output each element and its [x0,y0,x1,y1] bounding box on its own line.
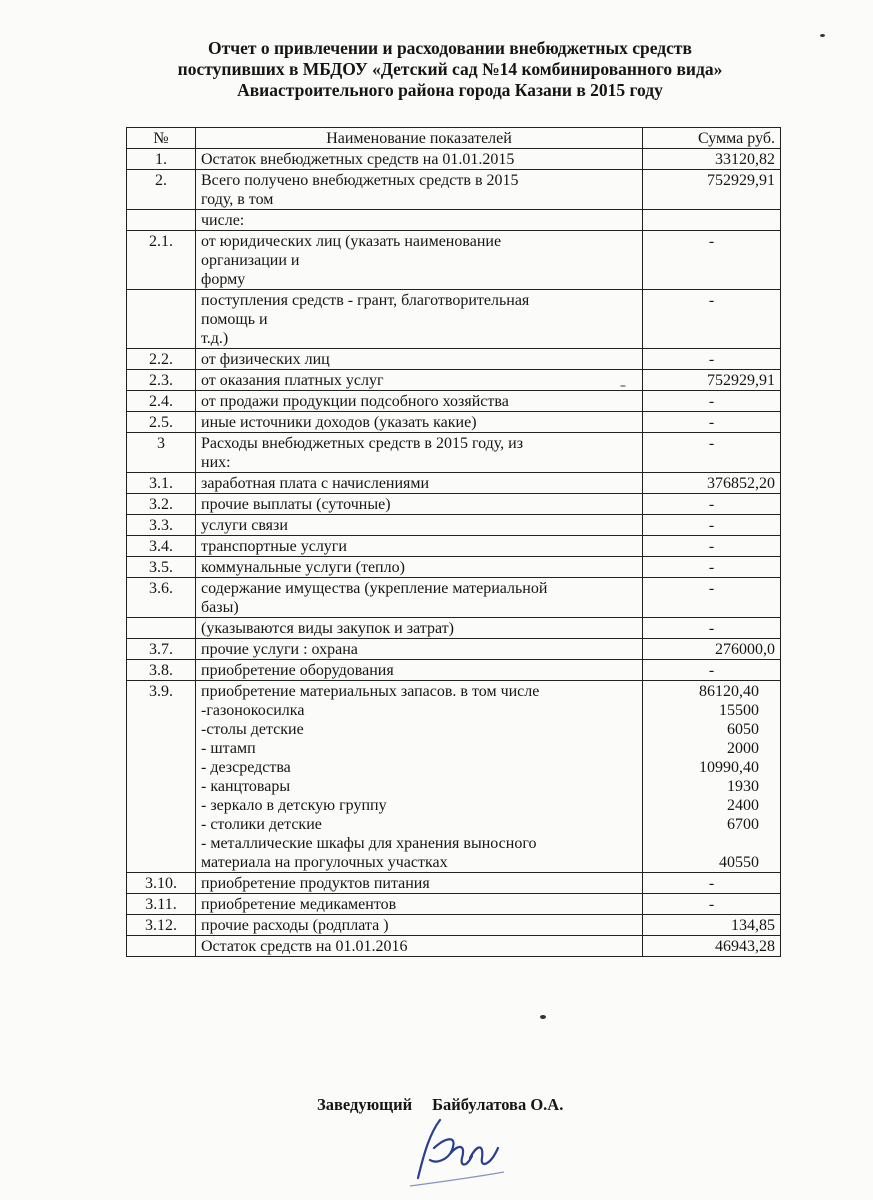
row-num: 3.7. [127,639,196,660]
row-num: 1. [127,149,196,170]
handwritten-signature [400,1108,510,1193]
table-header-row [127,128,781,149]
row-name: услуги связи [196,515,643,536]
row-name: от физических лиц [196,349,643,370]
row-name-line: - канцтовары [201,778,291,795]
table-row [127,433,781,473]
row-num [127,210,196,231]
row-sum: 752929,91 [643,170,781,210]
row-sum: - [643,660,781,681]
row-name: от оказания платных услуг [196,370,643,391]
table-row [127,170,781,210]
row-sum: - [643,873,781,894]
row-name: Остаток средств на 01.01.2016 [196,936,643,957]
table-row [127,618,781,639]
scan-speck [820,34,825,37]
row-sum: - [643,578,781,618]
row-value-line: 2400 [727,797,759,814]
row-sum: - [643,894,781,915]
row-sum [643,210,781,231]
row-name-line: Всего получено внебюджетных средств в 2015 [201,172,519,189]
row-value-line: 86120,40 [699,683,759,700]
row-name-line: материала на прогулочных участках [201,854,448,871]
row-num: 3 [127,433,196,473]
table-row [127,915,781,936]
table-row [127,349,781,370]
table-row [127,412,781,433]
table-row [127,660,781,681]
row-value-line: 6700 [727,816,759,833]
row-name-line: них: [201,454,231,471]
row-sum: 376852,20 [643,473,781,494]
row-name-line: - металлические шкафы для хранения выносного [201,835,537,852]
row-num: 3.11. [127,894,196,915]
row-name: прочие расходы (родплата ) [196,915,643,936]
header-num: № [127,128,196,149]
row-sum: - [643,515,781,536]
row-name: прочие услуги : охрана [196,639,643,660]
row-num: 2.2. [127,349,196,370]
row-sum: 33120,82 [643,149,781,170]
row-value-line: 1930 [727,778,759,795]
row-name: Остаток внебюджетных средств на 01.01.2015 [196,149,643,170]
row-name [196,433,643,473]
row-num [127,290,196,349]
row-name-line: Расходы внебюджетных средств в 2015 году, из [201,435,524,452]
table-row [127,873,781,894]
table-row [127,391,781,412]
row-value-line: 10990,40 [699,759,759,776]
row-name-line: помощь и [201,311,268,328]
table-row [127,681,781,873]
row-value-line: 40550 [719,854,759,871]
row-sum: - [643,412,781,433]
title-line-2: поступивших в МБДОУ «Детский сад №14 комбинированного вида» [177,59,723,79]
row-sum: - [643,618,781,639]
table-row [127,231,781,290]
table-row [127,515,781,536]
row-name [196,231,643,290]
row-num: 3.1. [127,473,196,494]
row-name-line: - столики детские [201,816,322,833]
table-row [127,149,781,170]
row-name-line: от юридических лиц (указать наименование [201,233,502,250]
row-sum: - [643,494,781,515]
table-row [127,473,781,494]
row-name [196,170,643,210]
row-num: 3.6. [127,578,196,618]
row-value-line: 2000 [727,740,759,757]
row-name: (указываются виды закупок и затрат) [196,618,643,639]
row-sum: - [643,349,781,370]
table-row [127,578,781,618]
scan-speck [620,385,626,387]
row-sum: - [643,536,781,557]
row-num [127,936,196,957]
row-name [196,681,643,873]
table-row [127,210,781,231]
row-num: 3.12. [127,915,196,936]
row-name: числе: [196,210,643,231]
title-line-1: Отчет о привлечении и расходовании внебюджетных средств [208,38,692,58]
row-num: 2.3. [127,370,196,391]
row-name-line: форму [201,271,246,288]
signer-position: Заведующий [317,1095,413,1114]
row-name-line: году, в том [201,191,274,208]
row-num: 3.10. [127,873,196,894]
row-num: 2. [127,170,196,210]
row-num: 2.4. [127,391,196,412]
table-row [127,290,781,349]
table-row [127,370,781,391]
row-name: транспортные услуги [196,536,643,557]
row-sum: 752929,91 [643,370,781,391]
header-name: Наименование показателей [196,128,643,149]
row-name-line: - штамп [201,740,256,757]
row-sum: - [643,433,781,473]
table-row [127,536,781,557]
row-name: прочие выплаты (суточные) [196,494,643,515]
table-row [127,936,781,957]
row-sum: 46943,28 [643,936,781,957]
table-row [127,494,781,515]
row-name: от продажи продукции подсобного хозяйства [196,391,643,412]
row-name: приобретение медикаментов [196,894,643,915]
row-num: 3.4. [127,536,196,557]
row-name-line: т.д.) [201,330,229,347]
table-row [127,894,781,915]
row-name-line: - зеркало в детскую группу [201,797,387,814]
report-title [80,38,820,101]
table-row [127,557,781,578]
row-name [196,290,643,349]
row-name-line: поступления средств - грант, благотворительная [201,292,530,309]
table-row [127,639,781,660]
row-name-line: - дезсредства [201,759,291,776]
row-name-line: -газонокосилка [201,702,305,719]
row-num: 3.2. [127,494,196,515]
row-sum: 276000,0 [643,639,781,660]
row-name [196,578,643,618]
row-name: иные источники доходов (указать какие) [196,412,643,433]
row-name-line: содержание имущества (укрепление материальной [201,580,548,597]
row-name-line: -столы детские [201,721,304,738]
signer-name: Байбулатова О.А. [432,1095,564,1114]
row-sum: - [643,557,781,578]
row-num: 3.5. [127,557,196,578]
row-sum: - [643,231,781,290]
row-name-line: приобретение материальных запасов. в том числе [201,683,540,700]
row-sum: 134,85 [643,915,781,936]
row-name: приобретение оборудования [196,660,643,681]
row-sum: - [643,391,781,412]
row-num: 2.1. [127,231,196,290]
row-name: заработная плата с начислениями [196,473,643,494]
row-sum [643,681,781,873]
row-name-line: базы) [201,599,239,616]
row-value-line: 15500 [719,702,759,719]
row-num [127,618,196,639]
row-num: 2.5. [127,412,196,433]
title-line-3: Авиастроительного района города Казани в 2015 году [237,80,663,100]
header-sum: Сумма руб. [643,128,781,149]
row-value-line [648,834,775,853]
row-sum: - [643,290,781,349]
report-table [126,127,781,957]
row-name: приобретение продуктов питания [196,873,643,894]
row-name: коммунальные услуги (тепло) [196,557,643,578]
row-num: 3.8. [127,660,196,681]
scan-speck [540,1015,546,1019]
row-num: 3.9. [127,681,196,873]
row-value-line: 6050 [727,721,759,738]
row-name-line: организации и [201,252,300,269]
row-num: 3.3. [127,515,196,536]
